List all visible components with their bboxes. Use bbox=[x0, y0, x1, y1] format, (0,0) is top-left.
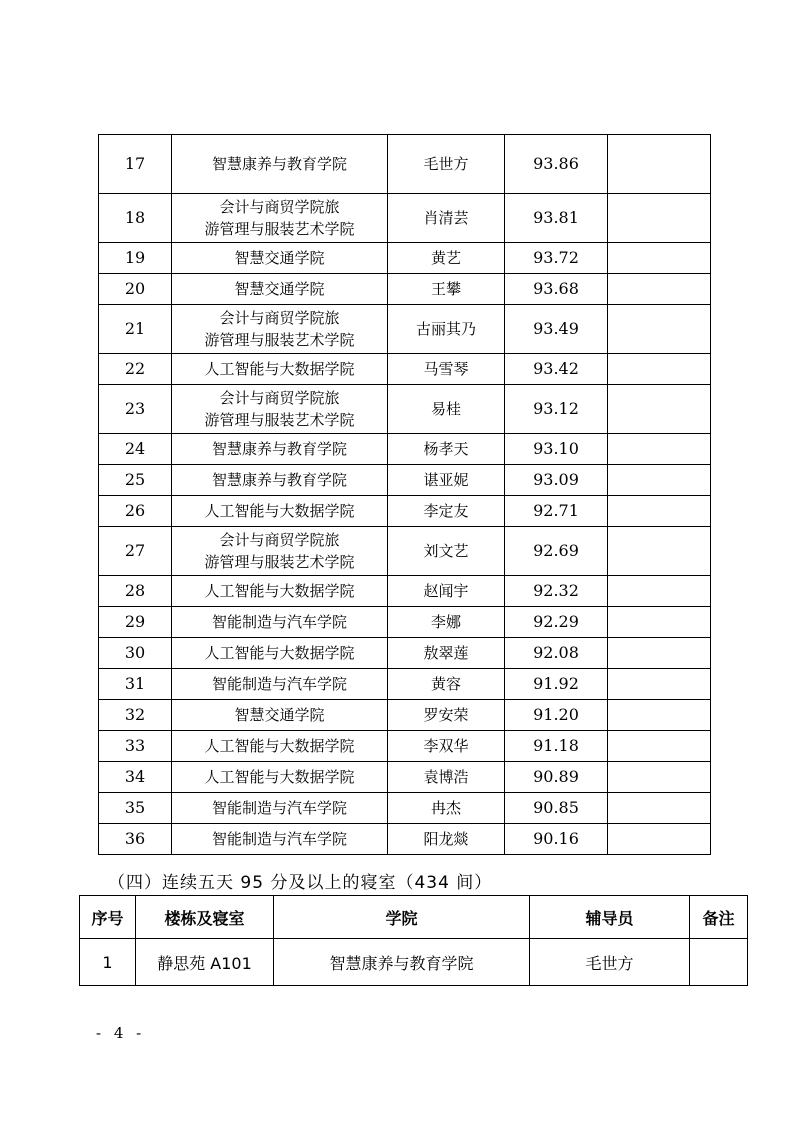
cell-no: 33 bbox=[99, 731, 172, 762]
table-row bbox=[80, 939, 748, 986]
cell-name: 毛世方 bbox=[388, 135, 505, 194]
cell-name: 李双华 bbox=[388, 731, 505, 762]
college-line: 智能制造与汽车学院 bbox=[211, 675, 347, 693]
table-row bbox=[99, 762, 711, 793]
header-no: 序号 bbox=[80, 896, 136, 939]
cell-college bbox=[172, 527, 388, 576]
cell-college bbox=[172, 607, 388, 638]
table-row bbox=[99, 700, 711, 731]
college-line: 游管理与服装艺术学院 bbox=[204, 553, 355, 571]
cell-note bbox=[608, 669, 711, 700]
table-row bbox=[99, 607, 711, 638]
college-line: 人工智能与大数据学院 bbox=[204, 582, 355, 600]
table-row bbox=[99, 638, 711, 669]
college-line: 会计与商贸学院旅 bbox=[219, 309, 340, 327]
page-number: - 4 - bbox=[96, 1024, 146, 1042]
table-row bbox=[99, 576, 711, 607]
cell-no: 17 bbox=[99, 135, 172, 194]
cell-college bbox=[172, 731, 388, 762]
cell-note bbox=[608, 194, 711, 243]
table-row bbox=[99, 527, 711, 576]
cell-name: 袁博浩 bbox=[388, 762, 505, 793]
cell-no: 25 bbox=[99, 465, 172, 496]
cell-college bbox=[172, 354, 388, 385]
rank-table bbox=[98, 134, 711, 855]
cell-score: 92.08 bbox=[505, 638, 608, 669]
cell-score: 92.29 bbox=[505, 607, 608, 638]
cell-college bbox=[172, 274, 388, 305]
college-line: 会计与商贸学院旅 bbox=[219, 389, 340, 407]
college-line: 智慧康养与教育学院 bbox=[211, 440, 347, 458]
cell-name: 赵闻宇 bbox=[388, 576, 505, 607]
cell-name: 古丽其乃 bbox=[388, 305, 505, 354]
cell-college bbox=[172, 496, 388, 527]
cell-no: 31 bbox=[99, 669, 172, 700]
cell-no: 36 bbox=[99, 824, 172, 855]
table-row bbox=[99, 434, 711, 465]
college-line: 智能制造与汽车学院 bbox=[211, 799, 347, 817]
table-row bbox=[99, 824, 711, 855]
cell-score: 93.68 bbox=[505, 274, 608, 305]
cell-name: 冉杰 bbox=[388, 793, 505, 824]
cell-note bbox=[608, 243, 711, 274]
cell-name: 杨孝天 bbox=[388, 434, 505, 465]
cell-name: 黄容 bbox=[388, 669, 505, 700]
table-row bbox=[99, 465, 711, 496]
section-title: （四）连续五天 95 分及以上的寝室（434 间） bbox=[108, 873, 493, 893]
college-line: 智慧康养与教育学院 bbox=[211, 155, 347, 173]
college-line: 人工智能与大数据学院 bbox=[204, 644, 355, 662]
table-row bbox=[99, 135, 711, 194]
college-line: 人工智能与大数据学院 bbox=[204, 360, 355, 378]
cell-college bbox=[172, 243, 388, 274]
cell-no: 26 bbox=[99, 496, 172, 527]
cell-score: 93.12 bbox=[505, 385, 608, 434]
cell-no: 35 bbox=[99, 793, 172, 824]
cell-note bbox=[608, 731, 711, 762]
cell-college bbox=[172, 385, 388, 434]
table-row bbox=[99, 731, 711, 762]
cell-note bbox=[608, 305, 711, 354]
cell-no: 20 bbox=[99, 274, 172, 305]
cell-college bbox=[172, 135, 388, 194]
cell-score: 91.18 bbox=[505, 731, 608, 762]
cell-name: 罗安荣 bbox=[388, 700, 505, 731]
college-line: 智能制造与汽车学院 bbox=[211, 613, 347, 631]
table-row bbox=[99, 385, 711, 434]
college-line: 游管理与服装艺术学院 bbox=[204, 220, 355, 238]
cell-score: 93.81 bbox=[505, 194, 608, 243]
cell-no: 34 bbox=[99, 762, 172, 793]
cell-note bbox=[608, 135, 711, 194]
cell-note bbox=[690, 939, 748, 986]
college-line: 智慧交通学院 bbox=[234, 280, 325, 298]
cell-no: 1 bbox=[80, 939, 136, 986]
cell-college bbox=[172, 305, 388, 354]
cell-name: 敖翠莲 bbox=[388, 638, 505, 669]
cell-score: 93.86 bbox=[505, 135, 608, 194]
cell-note bbox=[608, 354, 711, 385]
college-line: 人工智能与大数据学院 bbox=[204, 737, 355, 755]
college-line: 智能制造与汽车学院 bbox=[211, 830, 347, 848]
cell-score: 91.92 bbox=[505, 669, 608, 700]
cell-no: 30 bbox=[99, 638, 172, 669]
cell-no: 21 bbox=[99, 305, 172, 354]
table-row bbox=[99, 274, 711, 305]
cell-name: 易桂 bbox=[388, 385, 505, 434]
cell-score: 93.09 bbox=[505, 465, 608, 496]
cell-college bbox=[172, 793, 388, 824]
cell-counselor: 毛世方 bbox=[530, 939, 690, 986]
college-line: 智慧康养与教育学院 bbox=[211, 471, 347, 489]
college-line: 智慧交通学院 bbox=[234, 706, 325, 724]
cell-note bbox=[608, 793, 711, 824]
cell-no: 18 bbox=[99, 194, 172, 243]
cell-score: 93.42 bbox=[505, 354, 608, 385]
cell-no: 22 bbox=[99, 354, 172, 385]
header-counselor: 辅导员 bbox=[530, 896, 690, 939]
cell-college bbox=[172, 762, 388, 793]
table-row bbox=[99, 194, 711, 243]
cell-note bbox=[608, 824, 711, 855]
cell-score: 93.49 bbox=[505, 305, 608, 354]
cell-score: 90.16 bbox=[505, 824, 608, 855]
cell-name: 谌亚妮 bbox=[388, 465, 505, 496]
cell-score: 92.71 bbox=[505, 496, 608, 527]
cell-note bbox=[608, 274, 711, 305]
cell-score: 90.89 bbox=[505, 762, 608, 793]
cell-note bbox=[608, 607, 711, 638]
cell-note bbox=[608, 700, 711, 731]
college-line: 智慧交通学院 bbox=[234, 249, 325, 267]
cell-no: 28 bbox=[99, 576, 172, 607]
cell-name: 李定友 bbox=[388, 496, 505, 527]
cell-note bbox=[608, 465, 711, 496]
cell-name: 刘文艺 bbox=[388, 527, 505, 576]
cell-building: 静思苑 A101 bbox=[136, 939, 274, 986]
cell-no: 23 bbox=[99, 385, 172, 434]
college-line: 会计与商贸学院旅 bbox=[219, 531, 340, 549]
cell-note bbox=[608, 762, 711, 793]
header-college: 学院 bbox=[274, 896, 530, 939]
cell-score: 90.85 bbox=[505, 793, 608, 824]
cell-college: 智慧康养与教育学院 bbox=[274, 939, 530, 986]
cell-college bbox=[172, 824, 388, 855]
cell-name: 黄艺 bbox=[388, 243, 505, 274]
table-row bbox=[99, 669, 711, 700]
cell-college bbox=[172, 194, 388, 243]
cell-name: 阳龙燚 bbox=[388, 824, 505, 855]
dorm-table-header bbox=[80, 896, 748, 939]
cell-no: 27 bbox=[99, 527, 172, 576]
college-line: 游管理与服装艺术学院 bbox=[204, 411, 355, 429]
header-building: 楼栋及寝室 bbox=[136, 896, 274, 939]
cell-note bbox=[608, 496, 711, 527]
cell-college bbox=[172, 576, 388, 607]
table-row bbox=[99, 243, 711, 274]
cell-score: 92.69 bbox=[505, 527, 608, 576]
cell-score: 93.72 bbox=[505, 243, 608, 274]
cell-name: 肖清芸 bbox=[388, 194, 505, 243]
college-line: 游管理与服装艺术学院 bbox=[204, 331, 355, 349]
cell-note bbox=[608, 576, 711, 607]
cell-score: 92.32 bbox=[505, 576, 608, 607]
cell-no: 19 bbox=[99, 243, 172, 274]
table-row bbox=[99, 354, 711, 385]
cell-no: 32 bbox=[99, 700, 172, 731]
cell-no: 29 bbox=[99, 607, 172, 638]
table-row bbox=[99, 496, 711, 527]
college-line: 人工智能与大数据学院 bbox=[204, 502, 355, 520]
college-line: 人工智能与大数据学院 bbox=[204, 768, 355, 786]
cell-college bbox=[172, 465, 388, 496]
header-note: 备注 bbox=[690, 896, 748, 939]
cell-college bbox=[172, 434, 388, 465]
table-row bbox=[99, 305, 711, 354]
cell-score: 93.10 bbox=[505, 434, 608, 465]
cell-note bbox=[608, 385, 711, 434]
cell-college bbox=[172, 700, 388, 731]
cell-name: 李娜 bbox=[388, 607, 505, 638]
dorm-table bbox=[79, 895, 748, 986]
rank-table-body bbox=[99, 135, 711, 855]
cell-name: 马雪琴 bbox=[388, 354, 505, 385]
cell-college bbox=[172, 638, 388, 669]
cell-note bbox=[608, 527, 711, 576]
cell-no: 24 bbox=[99, 434, 172, 465]
cell-score: 91.20 bbox=[505, 700, 608, 731]
cell-note bbox=[608, 434, 711, 465]
table-row bbox=[99, 793, 711, 824]
cell-name: 王攀 bbox=[388, 274, 505, 305]
cell-college bbox=[172, 669, 388, 700]
cell-note bbox=[608, 638, 711, 669]
college-line: 会计与商贸学院旅 bbox=[219, 198, 340, 216]
